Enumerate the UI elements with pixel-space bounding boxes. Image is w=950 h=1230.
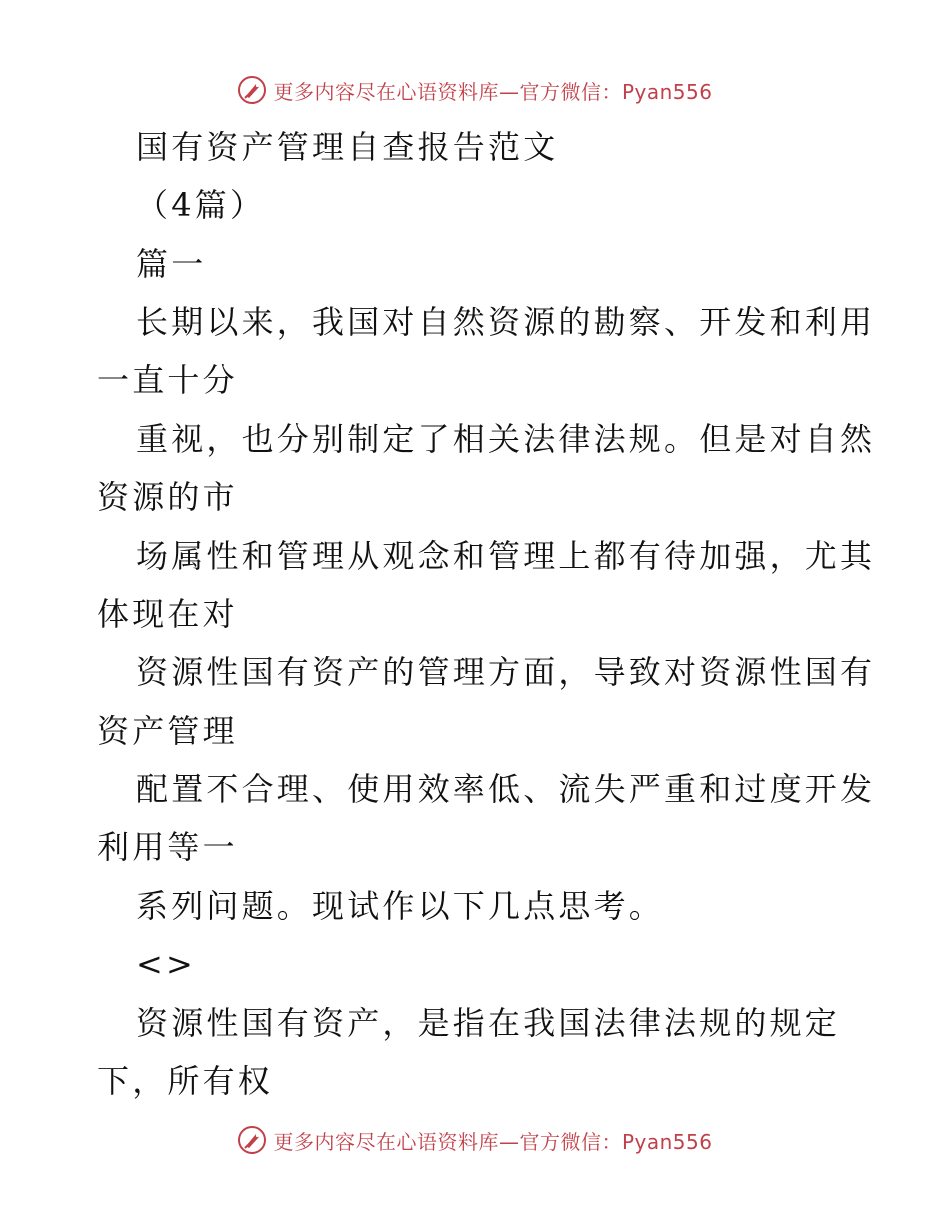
paragraph-line: 系列问题。现试作以下几点思考。 — [136, 887, 665, 925]
paragraph-line: 体现在对 — [97, 595, 238, 633]
paragraph-line: 配置不合理、使用效率低、流失严重和过度开发 — [136, 770, 876, 808]
paragraph-line: 资源的市 — [97, 478, 238, 516]
paragraph-line: 重视，也分别制定了相关法律法规。但是对自然 — [136, 420, 876, 458]
paragraph-line: 下，所有权 — [97, 1062, 274, 1100]
section-heading: 篇一 — [136, 245, 207, 283]
pen-nib-logo-icon — [237, 1125, 267, 1155]
header-banner — [0, 70, 950, 110]
paragraph-line: 资源性国有资产，是指在我国法律法规的规定 — [136, 1004, 841, 1042]
footer-banner — [0, 1120, 950, 1160]
pen-nib-logo-icon — [237, 75, 267, 105]
header-banner-text: 更多内容尽在心语资料库—官方微信：Pyan556 — [273, 79, 713, 104]
footer-banner-text: 更多内容尽在心语资料库—官方微信：Pyan556 — [273, 1129, 713, 1154]
paragraph-line: 一直十分 — [97, 361, 238, 399]
paragraph-line: 资源性国有资产的管理方面，导致对资源性国有 — [136, 653, 876, 691]
paragraph-line: 场属性和管理从观念和管理上都有待加强，尤其 — [136, 537, 876, 575]
document-subtitle: （4篇） — [136, 186, 266, 224]
placeholder-marker: <> — [136, 945, 197, 983]
paragraph-line: 长期以来，我国对自然资源的勘察、开发和利用 — [136, 303, 876, 341]
paragraph-line: 资产管理 — [97, 712, 238, 750]
document-title: 国有资产管理自查报告范文 — [136, 128, 559, 166]
paragraph-line: 利用等一 — [97, 828, 238, 866]
